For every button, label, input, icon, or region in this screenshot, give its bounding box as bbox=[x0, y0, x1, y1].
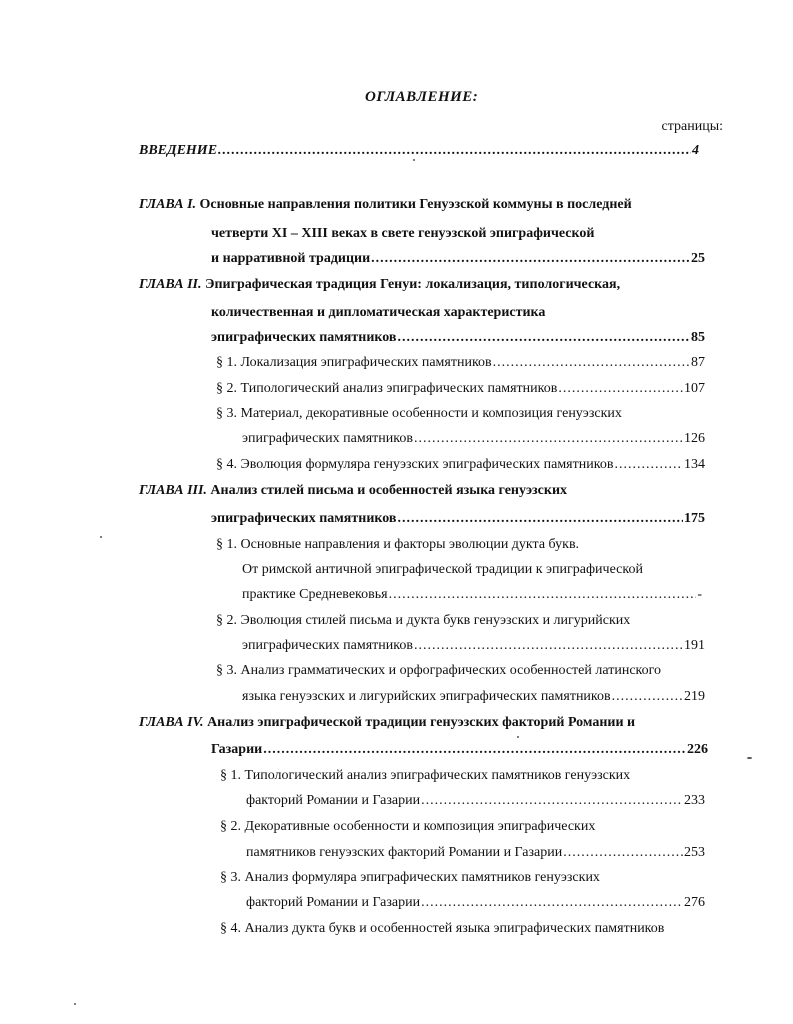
chapter-prefix: ГЛАВА II. bbox=[139, 277, 202, 292]
chapter-title: Эпиграфическая традиция Генуи: локализация, типологическая, bbox=[204, 277, 621, 292]
dot-leader bbox=[421, 792, 683, 810]
introduction-label: ВВЕДЕНИЕ bbox=[139, 143, 218, 158]
scan-speck bbox=[747, 757, 752, 759]
toc-section-4-1-line-1: § 1. Типологический анализ эпиграфических памятников генуэзских bbox=[220, 768, 631, 783]
page-number: 226 bbox=[687, 742, 708, 757]
toc-section-3-3-line-1: § 3. Анализ грамматических и орфографических особенностей латинского bbox=[216, 663, 662, 678]
toc-section-2-3-line-1: § 3. Материал, декоративные особенности и композиция генуэзских bbox=[216, 406, 622, 421]
dot-leader bbox=[263, 741, 686, 759]
toc-title: ОГЛАВЛЕНИЕ: bbox=[365, 89, 479, 105]
page-number: 191 bbox=[684, 638, 705, 653]
toc-section-3-2-line-1: § 2. Эволюция стилей письма и дукта букв генуэзских и лигурийских bbox=[216, 613, 631, 628]
section-title: факторий Романии и Газарии bbox=[246, 793, 421, 808]
section-title: языка генуэзских и лигурийских эпиграфических памятников bbox=[242, 689, 611, 704]
dot-leader bbox=[414, 637, 683, 655]
toc-section-2-1 bbox=[216, 354, 705, 372]
toc-section-4-3 bbox=[246, 894, 705, 912]
scan-speck bbox=[413, 159, 415, 161]
dot-leader bbox=[563, 844, 683, 862]
toc-entry-chapter-3 bbox=[211, 510, 705, 528]
page-number: 107 bbox=[684, 381, 705, 396]
page-number: 219 bbox=[684, 689, 705, 704]
page-number: 87 bbox=[691, 355, 705, 370]
toc-section-2-3 bbox=[242, 430, 705, 448]
chapter-prefix: ГЛАВА III. bbox=[139, 483, 207, 498]
chapter-1-title-cont: четверти XI – XIII веках в свете генуэзской эпиграфической bbox=[211, 226, 595, 241]
scan-speck bbox=[74, 1003, 76, 1005]
section-title: § 2. Типологический анализ эпиграфических памятников bbox=[216, 381, 558, 396]
chapter-title: Анализ стилей письма и особенностей языка генуэзских bbox=[210, 483, 568, 498]
dot-leader bbox=[493, 354, 690, 372]
toc-section-4-2-line-1: § 2. Декоративные особенности и композиция эпиграфических bbox=[220, 819, 596, 834]
toc-section-3-1-line-2: От римской античной эпиграфической традиции к эпиграфической bbox=[242, 562, 643, 577]
toc-section-4-4-line-1: § 4. Анализ дукта букв и особенностей языка эпиграфических памятников bbox=[220, 921, 665, 936]
page-number: - bbox=[697, 587, 702, 602]
page-number: 276 bbox=[684, 895, 705, 910]
toc-section-3-1 bbox=[242, 586, 702, 604]
toc-section-3-2 bbox=[242, 637, 705, 655]
section-title: факторий Романии и Газарии bbox=[246, 895, 421, 910]
chapter-prefix: ГЛАВА I. bbox=[139, 197, 197, 212]
toc-section-3-1-line-1: § 1. Основные направления и факторы эволюции дукта букв. bbox=[216, 537, 580, 552]
section-title: § 4. Эволюция формуляра генуэзских эпиграфических памятников bbox=[216, 457, 614, 472]
dot-leader bbox=[371, 250, 690, 268]
toc-entry-introduction bbox=[139, 142, 699, 160]
page-number: 126 bbox=[684, 431, 705, 446]
dot-leader bbox=[389, 586, 697, 604]
chapter-3-heading bbox=[139, 482, 567, 500]
chapter-2-title-cont: количественная и дипломатическая характеристика bbox=[211, 305, 546, 320]
dot-leader bbox=[414, 430, 683, 448]
chapter-2-heading bbox=[139, 276, 620, 294]
section-title: § 1. Локализация эпиграфических памятников bbox=[216, 355, 492, 370]
pages-column-label: страницы: bbox=[661, 119, 723, 134]
dot-leader bbox=[398, 510, 684, 528]
dot-leader bbox=[614, 456, 683, 474]
dot-leader bbox=[421, 894, 683, 912]
chapter-title: эпиграфических памятников bbox=[211, 511, 397, 526]
section-title: памятников генуэзских факторий Романии и Газарии bbox=[246, 845, 563, 860]
scan-speck bbox=[100, 536, 102, 538]
section-title: эпиграфических памятников bbox=[242, 431, 413, 446]
dot-leader bbox=[398, 329, 691, 347]
chapter-title: Газарии bbox=[211, 742, 263, 757]
dot-leader bbox=[218, 142, 691, 160]
scan-speck bbox=[517, 736, 519, 738]
chapter-4-heading bbox=[139, 714, 635, 732]
chapter-title: Основные направления политики Генуэзской коммуны в последней bbox=[199, 197, 632, 212]
page-number: 25 bbox=[691, 251, 705, 266]
page-number: 134 bbox=[684, 457, 705, 472]
page-number: 233 bbox=[684, 793, 705, 808]
chapter-title: и нарративной традиции bbox=[211, 251, 371, 266]
toc-section-2-4 bbox=[216, 456, 705, 474]
toc-entry-chapter-4 bbox=[211, 741, 708, 759]
toc-entry-chapter-2 bbox=[211, 329, 705, 347]
dot-leader bbox=[558, 380, 683, 398]
toc-section-4-1 bbox=[246, 792, 705, 810]
toc-section-3-3 bbox=[242, 688, 705, 706]
toc-section-4-2 bbox=[246, 844, 705, 862]
page-number: 253 bbox=[684, 845, 705, 860]
chapter-title: Анализ эпиграфической традиции генуэзских факторий Романии и bbox=[207, 715, 636, 730]
page-number: 175 bbox=[684, 511, 705, 526]
chapter-1-heading bbox=[139, 196, 632, 214]
chapter-prefix: ГЛАВА IV. bbox=[139, 715, 204, 730]
page-number: 85 bbox=[691, 330, 705, 345]
chapter-title: эпиграфических памятников bbox=[211, 330, 397, 345]
dot-leader bbox=[612, 688, 683, 706]
section-title: эпиграфических памятников bbox=[242, 638, 413, 653]
section-title: практике Средневековья bbox=[242, 587, 388, 602]
toc-section-2-2 bbox=[216, 380, 705, 398]
toc-entry-chapter-1 bbox=[211, 250, 705, 268]
toc-section-4-3-line-1: § 3. Анализ формуляра эпиграфических памятников генуэзских bbox=[220, 870, 600, 885]
page-number: 4 bbox=[692, 143, 699, 158]
